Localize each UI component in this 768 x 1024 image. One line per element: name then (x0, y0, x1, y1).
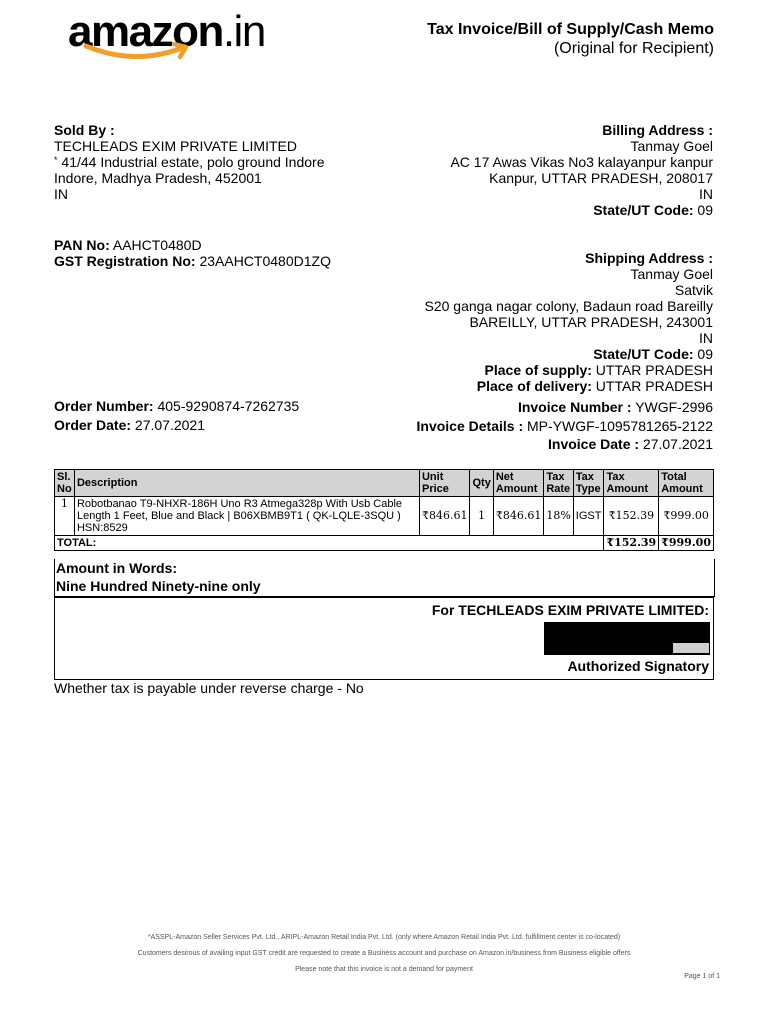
header-tax-rate: Tax Rate (544, 470, 573, 497)
smile-arrow-icon (82, 42, 192, 64)
shipping-state-row: State/UT Code: 09 (593, 346, 713, 362)
row-unit-price: ₹846.61 (419, 497, 470, 536)
place-of-delivery-row: Place of delivery: UTTAR PRADESH (476, 378, 713, 394)
row-sl-no: 1 (55, 497, 75, 536)
amount-words-label: Amount in Words: (56, 560, 178, 576)
seller-country: IN (54, 186, 68, 202)
header-tax-amount: Tax Amount (604, 470, 659, 497)
billing-heading: Billing Address : (602, 122, 713, 138)
signature-box (54, 597, 714, 680)
row-description: Robotbanao T9-NHXR-186H Uno R3 Atmega328p With Usb Cable Length 1 Feet, Blue and Black | B06XBMB9T1 ( QK-LQLE-3SQU ) HSN:8529 (74, 497, 419, 536)
seller-block (54, 122, 324, 202)
shipping-address1: S20 ganga nagar colony, Badaun road Bareilly (424, 298, 713, 314)
billing-state-row: State/UT Code: 09 (593, 202, 713, 218)
shipping-address2: BAREILLY, UTTAR PRADESH, 243001 (469, 314, 713, 330)
total-amount: ₹999.00 (659, 536, 714, 551)
seller-name: TECHLEADS EXIM PRIVATE LIMITED (54, 138, 297, 154)
table-total-row (55, 536, 714, 551)
signature-stamp (673, 643, 709, 653)
shipping-name: Tanmay Goel (630, 266, 713, 282)
invoice-number-row: Invoice Number : YWGF-2996 (517, 399, 713, 415)
billing-address1: AC 17 Awas Vikas No3 kalayanpur kanpur (450, 154, 713, 170)
logo-tld: .in (222, 7, 265, 56)
table-row (55, 497, 714, 536)
seller-tax-ids (54, 237, 331, 269)
header-sl-no: Sl. No (55, 470, 75, 497)
asterisk: * (54, 155, 58, 165)
header-description: Description (74, 470, 419, 497)
order-date-row: Order Date: 27.07.2021 (54, 417, 205, 433)
row-total-amount: ₹999.00 (659, 497, 714, 536)
signature-company: For TECHLEADS EXIM PRIVATE LIMITED: (431, 602, 709, 618)
shipping-country: IN (699, 330, 713, 346)
billing-name: Tanmay Goel (630, 138, 713, 154)
shipping-line2: Satvik (674, 282, 713, 298)
shipping-block (425, 250, 714, 394)
header-net-amount: Net Amount (493, 470, 544, 497)
shipping-heading: Shipping Address : (585, 250, 713, 266)
row-tax-rate: 18% (544, 497, 573, 536)
reverse-charge-note: Whether tax is payable under reverse charge - No (54, 680, 364, 696)
amazon-logo (68, 4, 288, 66)
header-qty: Qty (470, 470, 493, 497)
invoice-details-row: Invoice Details : MP-YWGF-1095781265-2122 (416, 417, 713, 434)
footer-line3: Please note that this invoice is not a demand for payment (295, 966, 473, 973)
invoice-date-row: Invoice Date : 27.07.2021 (548, 436, 713, 452)
row-net-amount: ₹846.61 (493, 497, 544, 536)
row-tax-type: IGST (573, 497, 604, 536)
logo-brand: amazon (68, 7, 223, 56)
seller-address2: Indore, Madhya Pradesh, 452001 (54, 170, 262, 186)
place-of-supply-row: Place of supply: UTTAR PRADESH (484, 362, 713, 378)
authorized-signatory: Authorized Signatory (567, 658, 709, 674)
page-number: Page 1 of 1 (684, 973, 720, 980)
title-line1: Tax Invoice/Bill of Supply/Cash Memo (427, 21, 714, 38)
billing-block (450, 122, 713, 218)
amount-words-value: Nine Hundred Ninety-nine only (56, 578, 261, 594)
total-label: TOTAL: (55, 536, 604, 551)
items-table (54, 469, 714, 551)
order-number-row: Order Number: 405-9290874-7262735 (54, 398, 300, 414)
header-unit-price: Unit Price (419, 470, 470, 497)
footer-line1: *ASSPL-Amazon Seller Services Pvt. Ltd., ARIPL-Amazon Retail India Pvt. Ltd. (only where Amazon Retail India Pvt. Ltd. fulfillment center is co-located) (147, 934, 621, 941)
table-header-row (55, 470, 714, 497)
header-total-amount: Total Amount (659, 470, 714, 497)
billing-country: IN (699, 186, 713, 202)
seller-address1: * 41/44 Industrial estate, polo ground Indore (54, 154, 325, 170)
gst-row: GST Registration No: 23AAHCT0480D1ZQ (54, 253, 331, 269)
header-tax-type: Tax Type (573, 470, 604, 497)
footer-line2: Customers desirous of availing input GST credit are requested to create a Business account and purchase on Amazon.in/business from Business eligible offers (137, 950, 631, 957)
invoice-info (417, 398, 713, 454)
billing-address2: Kanpur, UTTAR PRADESH, 208017 (489, 170, 713, 186)
title-line2: (Original for Recipient) (553, 40, 714, 57)
sold-by-heading: Sold By : (54, 122, 115, 138)
invoice-title (427, 20, 714, 58)
order-info (54, 398, 299, 433)
row-tax-amount: ₹152.39 (604, 497, 659, 536)
row-qty: 1 (470, 497, 493, 536)
pan-row: PAN No: AAHCT0480D (54, 237, 202, 253)
amount-in-words (54, 559, 715, 597)
total-tax-amount: ₹152.39 (604, 536, 659, 551)
